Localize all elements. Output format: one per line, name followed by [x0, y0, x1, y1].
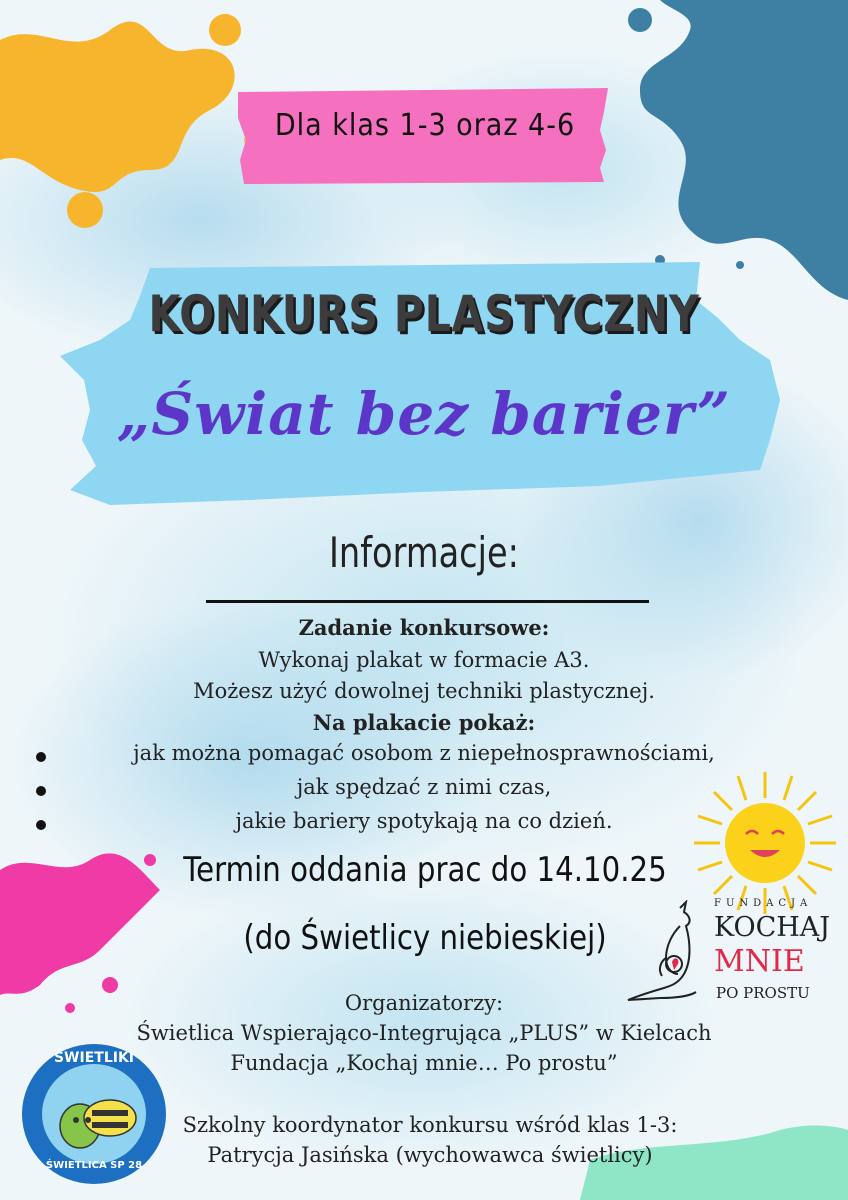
fundacja-small-label: FUNDACJA: [714, 898, 813, 909]
task-line-2: Możesz użyć dowolnej techniki plastycznej.: [193, 679, 655, 703]
contest-theme: „Świat bez barier”: [116, 380, 732, 448]
task-line-1: Wykonaj plakat w formacie A3.: [258, 648, 590, 672]
bullet-item-2: jak spędzać z nimi czas,: [296, 775, 552, 799]
bullet-item-3: jakie bariery spotykają na co dzień.: [235, 809, 613, 833]
show-label: Na plakacie pokaż:: [312, 710, 536, 735]
deadline-line-1: Termin oddania prac do 14.10.25: [183, 850, 667, 890]
divider: [206, 600, 649, 603]
task-label: Zadanie konkursowe:: [298, 615, 550, 640]
coordinator-label: Szkolny koordynator konkursu wśród klas 1-3:: [182, 1113, 678, 1137]
fundacja-word-kochaj: KOCHAJ: [714, 912, 831, 943]
fundacja-logo: [620, 896, 830, 1006]
grades-badge: Dla klas 1-3 oraz 4-6: [274, 108, 576, 143]
swietliki-top-text: ŚWIETLIKI: [53, 1050, 135, 1066]
organizer-1: Świetlica Wspierająco-Integrująca „PLUS” w Kielcach: [136, 1021, 712, 1045]
contest-title: KONKURS PLASTYCZNY: [148, 285, 700, 343]
bullet-item-1: jak można pomagać osobom z niepełnosprawnościami,: [133, 741, 715, 765]
kangaroo-icon: [620, 900, 710, 1004]
swietliki-bottom-text: ŚWIETLICA SP 28: [45, 1160, 143, 1171]
coordinator-name: Patrycja Jasińska (wychowawca świetlicy): [207, 1143, 653, 1167]
info-heading: Informacje:: [329, 528, 519, 577]
deadline-line-2: (do Świetlicy niebieskiej): [243, 918, 607, 958]
organizers-label: Organizatorzy:: [344, 991, 504, 1015]
fundacja-word-po-prostu: PO PROSTU: [716, 984, 810, 1002]
fundacja-word-mnie: MNIE: [714, 944, 805, 979]
organizer-2: Fundacja „Kochaj mnie… Po prostu”: [230, 1051, 618, 1075]
